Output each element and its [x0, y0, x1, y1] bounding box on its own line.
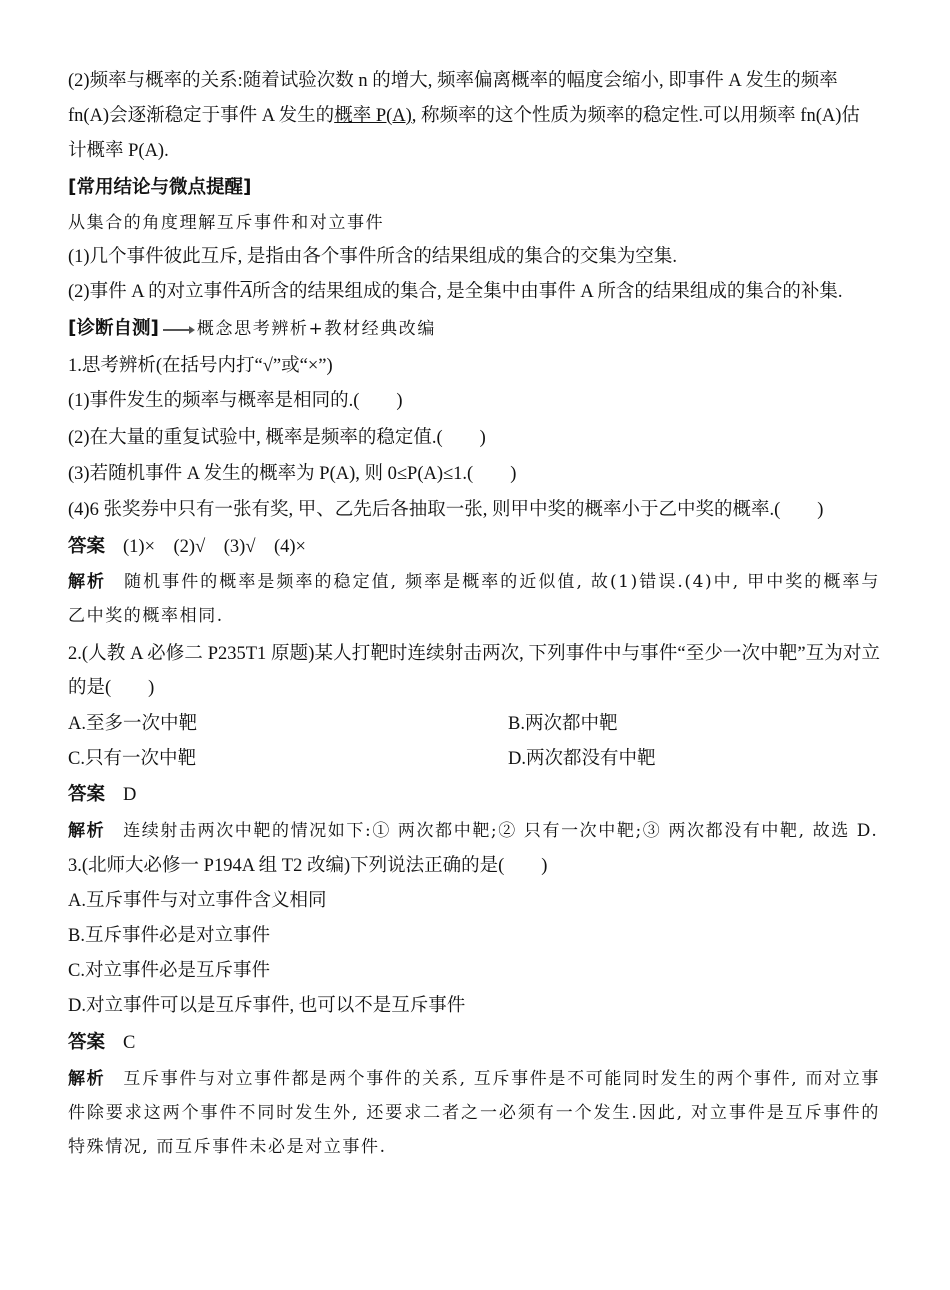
freq-prob-relation-line-2	[68, 99, 880, 133]
explanation-text: 连续射击两次中靶的情况如下:① 两次都中靶;② 只有一次中靶;③ 两次都没有中靶, 故选 D.	[123, 821, 879, 841]
question-1-item-1: (1)事件发生的频率与概率是相同的.( )	[68, 391, 403, 411]
option-b: B.两次都中靶	[508, 714, 618, 734]
question-3-option-b: B.互斥事件必是对立事件	[68, 926, 270, 946]
question-1-item-2: (2)在大量的重复试验中, 概率是频率的稳定值.( )	[68, 428, 486, 448]
explanation-1	[68, 565, 880, 633]
question-3-option-a: A.互斥事件与对立事件含义相同	[68, 891, 327, 911]
complementary-note	[68, 275, 880, 309]
explanation-label: 解析	[68, 572, 107, 592]
answer-value: D	[123, 785, 137, 805]
underlined-term: 概率 P(A)	[334, 106, 412, 126]
diagnosis-title: [诊断自测]	[68, 318, 159, 339]
text-segment: , 称频率的这个性质为频率的稳定性.可以用频率 fn(A)估	[411, 106, 860, 126]
explanation-2	[68, 814, 880, 848]
mutually-exclusive-note: (1)几个事件彼此互斥, 是指由各个事件所含的结果组成的集合的交集为空集.	[68, 247, 677, 267]
answer-value: (1)× (2)√ (3)√ (4)×	[123, 537, 306, 557]
diagnosis-subtitle: 概念思考辨析+教材经典改编	[196, 319, 436, 339]
section-heading-diagnosis	[68, 312, 880, 346]
answer-1	[68, 530, 880, 564]
freq-prob-relation-line-1: (2)频率与概率的关系:随着试验次数 n 的增大, 频率偏离概率的幅度会缩小, 即事件 A 发生的频率	[68, 71, 838, 91]
option-a: A.至多一次中靶	[68, 714, 197, 734]
question-3-option-c: C.对立事件必是互斥事件	[68, 961, 270, 981]
option-c: C.只有一次中靶	[68, 749, 196, 769]
freq-prob-relation-line-3: 计概率 P(A).	[68, 141, 169, 161]
section-heading-conclusions: [常用结论与微点提醒]	[68, 177, 252, 198]
question-3-prompt: 3.(北师大必修一 P194A 组 T2 改编)下列说法正确的是( )	[68, 856, 548, 876]
question-1-item-4: (4)6 张奖券中只有一张有奖, 甲、乙先后各抽取一张, 则甲中奖的概率小于乙中奖的概率.( )	[68, 500, 824, 520]
explanation-3	[68, 1062, 880, 1164]
explanation-label: 解析	[68, 1069, 106, 1089]
question-1-item-3: (3)若随机事件 A 发生的概率为 P(A), 则 0≤P(A)≤1.( )	[68, 464, 517, 484]
option-d: D.两次都没有中靶	[508, 749, 656, 769]
set-perspective-intro: 从集合的角度理解互斥事件和对立事件	[68, 213, 385, 233]
answer-3	[68, 1026, 880, 1060]
answer-value: C	[123, 1033, 136, 1053]
text-segment: (2)事件 A 的对立事件	[68, 282, 241, 302]
answer-2	[68, 778, 880, 812]
text-segment: 所含的结果组成的集合, 是全集中由事件 A 所含的结果组成的集合的补集.	[251, 282, 843, 302]
complement-symbol: $\overline{A}$	[240, 282, 252, 302]
arrow-right-icon	[163, 325, 195, 335]
explanation-label: 解析	[68, 821, 106, 841]
question-1-prompt: 1.思考辨析(在括号内打“√”或“×”)	[68, 356, 333, 376]
question-2-prompt: 2.(人教 A 必修二 P235T1 原题)某人打靶时连续射击两次, 下列事件中与事件“至少一次中靶”互为对立的是( )	[68, 644, 880, 698]
question-3-option-d: D.对立事件可以是互斥事件, 也可以不是互斥事件	[68, 996, 466, 1016]
text-segment: fn(A)会逐渐稳定于事件 A 发生的	[68, 106, 335, 126]
question-2-options-row-1	[68, 707, 880, 741]
answer-label: 答案	[68, 536, 106, 557]
answer-label: 答案	[68, 784, 106, 805]
explanation-text: 随机事件的概率是频率的稳定值, 频率是概率的近似值, 故(1)错误.(4)中, 甲中奖的概率与乙中奖的概率相同.	[68, 572, 881, 626]
question-2-options-row-2	[68, 742, 880, 776]
answer-label: 答案	[68, 1032, 106, 1053]
explanation-text: 互斥事件与对立事件都是两个事件的关系, 互斥事件是不可能同时发生的两个事件, 而对立事件除要求这两个事件不同时发生外, 还要求二者之一必须有一个发生.因此, 对立事件是互斥事件的特殊情况, 而互斥事件未必是对立事件.	[68, 1069, 881, 1157]
